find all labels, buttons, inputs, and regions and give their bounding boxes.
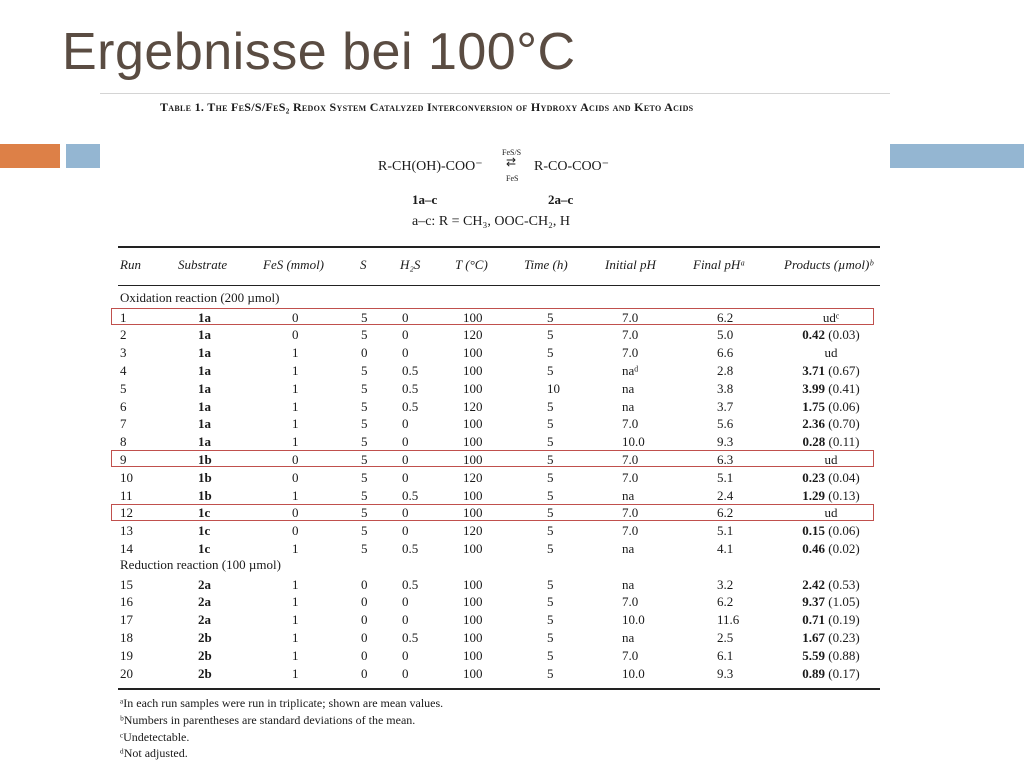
product-value: ud bbox=[824, 345, 838, 361]
cell-initial-ph: na bbox=[622, 487, 635, 503]
cell-substrate: 2a bbox=[198, 612, 211, 628]
cell-run: 14 bbox=[120, 540, 133, 556]
cell-products bbox=[783, 611, 879, 629]
cell-temperature: 100 bbox=[463, 309, 483, 325]
cell-substrate: 1c bbox=[198, 540, 211, 556]
cell-h2s: 0 bbox=[402, 345, 409, 361]
cell-h2s: 0 bbox=[402, 416, 409, 432]
cell-initial-ph: naᵈ bbox=[622, 362, 639, 378]
cell-initial-ph: 7.0 bbox=[622, 345, 639, 361]
cell-fes: 1 bbox=[292, 487, 299, 503]
cell-final-ph: 3.7 bbox=[717, 398, 734, 414]
cell-substrate: 1b bbox=[198, 469, 212, 485]
cell-run: 9 bbox=[120, 451, 127, 467]
header-products: Products (µmol)ᵇ bbox=[784, 257, 873, 272]
cell-h2s: 0 bbox=[402, 434, 409, 450]
cell-run: 6 bbox=[120, 398, 127, 414]
scheme-catalyst-bottom: FeS bbox=[506, 174, 519, 183]
product-mean: 0.46 bbox=[802, 540, 826, 556]
cell-initial-ph: 7.0 bbox=[622, 451, 639, 467]
cell-final-ph: 5.1 bbox=[717, 523, 734, 539]
product-mean: 3.71 bbox=[802, 362, 826, 378]
cell-run: 10 bbox=[120, 469, 133, 485]
cell-temperature: 100 bbox=[463, 345, 483, 361]
header-initial-ph: Initial pH bbox=[605, 257, 656, 272]
cell-substrate: 1a bbox=[198, 416, 211, 432]
cell-time: 5 bbox=[547, 434, 554, 450]
header-time: Time (h) bbox=[524, 257, 568, 272]
cell-s: 5 bbox=[361, 327, 368, 343]
cell-final-ph: 6.2 bbox=[717, 594, 734, 610]
product-sd: (0.03) bbox=[825, 327, 860, 343]
cell-s: 5 bbox=[361, 487, 368, 503]
cell-h2s: 0 bbox=[402, 594, 409, 610]
product-mean: 3.99 bbox=[802, 380, 826, 396]
product-sd: (0.02) bbox=[825, 540, 860, 556]
cell-run: 11 bbox=[120, 487, 133, 503]
cell-run: 17 bbox=[120, 612, 133, 628]
cell-products bbox=[783, 415, 879, 433]
cell-s: 5 bbox=[361, 380, 368, 396]
footnote-a: ᵃIn each run samples were run in triplicate; shown are mean values. bbox=[120, 696, 444, 710]
table-row bbox=[0, 398, 1024, 416]
cell-fes: 0 bbox=[292, 505, 299, 521]
cell-initial-ph: na bbox=[622, 576, 635, 592]
cell-run: 8 bbox=[120, 434, 127, 450]
cell-substrate: 1a bbox=[198, 398, 211, 414]
product-sd: (0.04) bbox=[825, 469, 860, 485]
header-run: Run bbox=[120, 257, 141, 272]
table-row bbox=[0, 344, 1024, 362]
product-mean: 1.29 bbox=[802, 487, 826, 503]
product-sd: (0.67) bbox=[825, 362, 860, 378]
table-row bbox=[0, 647, 1024, 665]
cell-time: 5 bbox=[547, 594, 554, 610]
cell-fes: 1 bbox=[292, 612, 299, 628]
cell-time: 5 bbox=[547, 576, 554, 592]
cell-time: 5 bbox=[547, 469, 554, 485]
cell-time: 5 bbox=[547, 523, 554, 539]
cell-initial-ph: na bbox=[622, 380, 635, 396]
cell-fes: 1 bbox=[292, 398, 299, 414]
table-row bbox=[0, 611, 1024, 629]
cell-temperature: 100 bbox=[463, 576, 483, 592]
product-sd: (0.41) bbox=[825, 380, 860, 396]
table-rule-top bbox=[118, 246, 880, 248]
table-row bbox=[0, 326, 1024, 344]
product-sd: (0.06) bbox=[825, 523, 860, 539]
cell-final-ph: 6.1 bbox=[717, 647, 734, 663]
cell-s: 0 bbox=[361, 594, 368, 610]
table-row bbox=[0, 309, 1024, 327]
cell-fes: 1 bbox=[292, 647, 299, 663]
cell-fes: 1 bbox=[292, 434, 299, 450]
cell-s: 5 bbox=[361, 362, 368, 378]
cell-time: 5 bbox=[547, 362, 554, 378]
table-row bbox=[0, 433, 1024, 451]
cell-s: 5 bbox=[361, 523, 368, 539]
cell-temperature: 100 bbox=[463, 451, 483, 467]
cell-products bbox=[783, 344, 879, 362]
cell-substrate: 1a bbox=[198, 309, 211, 325]
cell-final-ph: 6.6 bbox=[717, 345, 734, 361]
cell-h2s: 0 bbox=[402, 612, 409, 628]
cell-fes: 0 bbox=[292, 451, 299, 467]
cell-substrate: 1c bbox=[198, 505, 211, 521]
cell-products bbox=[783, 309, 879, 327]
cell-products bbox=[783, 362, 879, 380]
cell-products bbox=[783, 451, 879, 469]
cell-fes: 1 bbox=[292, 540, 299, 556]
cell-fes: 1 bbox=[292, 362, 299, 378]
header-fes: FeS (mmol) bbox=[263, 257, 325, 272]
table-row bbox=[0, 665, 1024, 683]
cell-run: 4 bbox=[120, 362, 127, 378]
cell-s: 5 bbox=[361, 505, 368, 521]
table-rule-header bbox=[118, 285, 880, 286]
footnote-c: ᶜUndetectable. bbox=[120, 730, 190, 744]
cell-fes: 0 bbox=[292, 327, 299, 343]
table-row bbox=[0, 629, 1024, 647]
product-mean: 0.23 bbox=[802, 469, 826, 485]
product-sd: (0.53) bbox=[825, 576, 860, 592]
accent-bar-blue-left bbox=[66, 144, 100, 168]
cell-temperature: 100 bbox=[463, 362, 483, 378]
cell-time: 5 bbox=[547, 345, 554, 361]
cell-run: 5 bbox=[120, 380, 127, 396]
cell-substrate: 1a bbox=[198, 327, 211, 343]
cell-h2s: 0 bbox=[402, 523, 409, 539]
header-s: S bbox=[360, 257, 367, 272]
product-value: ud bbox=[824, 505, 838, 521]
cell-products bbox=[783, 433, 879, 451]
product-sd: (0.23) bbox=[825, 629, 860, 645]
cell-initial-ph: na bbox=[622, 540, 635, 556]
cell-final-ph: 2.4 bbox=[717, 487, 734, 503]
slide-title: Ergebnisse bei 100°C bbox=[62, 23, 576, 81]
cell-h2s: 0.5 bbox=[402, 540, 419, 556]
cell-fes: 1 bbox=[292, 665, 299, 681]
cell-substrate: 1a bbox=[198, 345, 211, 361]
cell-h2s: 0.5 bbox=[402, 398, 419, 414]
product-sd: (1.05) bbox=[825, 594, 860, 610]
cell-substrate: 1c bbox=[198, 523, 211, 539]
compound-label-keto: 2a–c bbox=[548, 192, 574, 207]
cell-temperature: 120 bbox=[463, 327, 483, 343]
cell-initial-ph: 7.0 bbox=[622, 416, 639, 432]
product-value: udᶜ bbox=[822, 309, 840, 325]
cell-temperature: 100 bbox=[463, 434, 483, 450]
cell-final-ph: 11.6 bbox=[717, 612, 740, 628]
cell-time: 5 bbox=[547, 612, 554, 628]
table-row bbox=[0, 540, 1024, 558]
section-label-oxidation: Oxidation reaction (200 µmol) bbox=[120, 290, 280, 305]
cell-substrate: 1b bbox=[198, 487, 212, 503]
product-sd: (0.88) bbox=[825, 647, 860, 663]
cell-products bbox=[783, 326, 879, 344]
cell-s: 5 bbox=[361, 451, 368, 467]
cell-temperature: 120 bbox=[463, 469, 483, 485]
cell-substrate: 1b bbox=[198, 451, 212, 467]
table-row bbox=[0, 362, 1024, 380]
cell-final-ph: 9.3 bbox=[717, 434, 734, 450]
cell-s: 5 bbox=[361, 540, 368, 556]
cell-fes: 0 bbox=[292, 469, 299, 485]
cell-time: 5 bbox=[547, 451, 554, 467]
table-row bbox=[0, 469, 1024, 487]
cell-fes: 1 bbox=[292, 380, 299, 396]
cell-h2s: 0 bbox=[402, 451, 409, 467]
cell-time: 5 bbox=[547, 487, 554, 503]
cell-temperature: 100 bbox=[463, 612, 483, 628]
cell-temperature: 100 bbox=[463, 647, 483, 663]
cell-run: 1 bbox=[120, 309, 127, 325]
cell-fes: 0 bbox=[292, 523, 299, 539]
cell-final-ph: 5.6 bbox=[717, 416, 734, 432]
cell-initial-ph: 7.0 bbox=[622, 594, 639, 610]
cell-time: 5 bbox=[547, 540, 554, 556]
cell-products bbox=[783, 487, 879, 505]
cell-initial-ph: 7.0 bbox=[622, 523, 639, 539]
cell-time: 5 bbox=[547, 629, 554, 645]
cell-initial-ph: na bbox=[622, 398, 635, 414]
product-mean: 1.75 bbox=[802, 398, 826, 414]
cell-run: 3 bbox=[120, 345, 127, 361]
cell-run: 13 bbox=[120, 523, 133, 539]
footnote-d: ᵈNot adjusted. bbox=[120, 746, 188, 760]
product-mean: 0.71 bbox=[802, 612, 826, 628]
cell-fes: 1 bbox=[292, 345, 299, 361]
cell-initial-ph: 7.0 bbox=[622, 309, 639, 325]
cell-fes: 1 bbox=[292, 416, 299, 432]
header-substrate: Substrate bbox=[178, 257, 228, 272]
cell-h2s: 0 bbox=[402, 309, 409, 325]
cell-initial-ph: 7.0 bbox=[622, 327, 639, 343]
cell-run: 18 bbox=[120, 629, 133, 645]
product-mean: 9.37 bbox=[802, 594, 826, 610]
cell-initial-ph: 10.0 bbox=[622, 612, 645, 628]
cell-substrate: 1a bbox=[198, 362, 211, 378]
cell-h2s: 0 bbox=[402, 469, 409, 485]
table-row bbox=[0, 576, 1024, 594]
product-mean: 0.42 bbox=[802, 327, 826, 343]
table-row bbox=[0, 380, 1024, 398]
cell-s: 5 bbox=[361, 398, 368, 414]
cell-time: 5 bbox=[547, 416, 554, 432]
accent-bar-blue-right bbox=[890, 144, 1024, 168]
table-row bbox=[0, 504, 1024, 522]
cell-fes: 1 bbox=[292, 576, 299, 592]
cell-initial-ph: 10.0 bbox=[622, 434, 645, 450]
cell-s: 5 bbox=[361, 469, 368, 485]
cell-h2s: 0 bbox=[402, 327, 409, 343]
cell-products bbox=[783, 469, 879, 487]
cell-final-ph: 9.3 bbox=[717, 665, 734, 681]
substituent-definition: a–c: R = CH₃, OOC-CH₂, H bbox=[412, 214, 571, 229]
cell-temperature: 100 bbox=[463, 505, 483, 521]
cell-time: 5 bbox=[547, 665, 554, 681]
cell-final-ph: 6.2 bbox=[717, 505, 734, 521]
cell-final-ph: 3.2 bbox=[717, 576, 734, 592]
cell-h2s: 0.5 bbox=[402, 362, 419, 378]
table-caption: Table 1. The FeS/S/FeS₂ Redox System Catalyzed Interconversion of Hydroxy Acids and Keto Acids bbox=[160, 100, 694, 114]
cell-fes: 1 bbox=[292, 594, 299, 610]
cell-products bbox=[783, 504, 879, 522]
cell-h2s: 0 bbox=[402, 665, 409, 681]
cell-run: 19 bbox=[120, 647, 133, 663]
cell-products bbox=[783, 398, 879, 416]
header-final-ph: Final pHᵃ bbox=[693, 257, 746, 272]
cell-run: 20 bbox=[120, 665, 133, 681]
equilibrium-arrows-icon: ⇄ bbox=[506, 155, 517, 169]
product-sd: (0.19) bbox=[825, 612, 860, 628]
cell-initial-ph: 7.0 bbox=[622, 647, 639, 663]
cell-temperature: 100 bbox=[463, 416, 483, 432]
cell-products bbox=[783, 629, 879, 647]
cell-temperature: 100 bbox=[463, 540, 483, 556]
header-temperature: T (°C) bbox=[455, 257, 488, 272]
cell-substrate: 2b bbox=[198, 665, 212, 681]
cell-final-ph: 6.2 bbox=[717, 309, 734, 325]
product-sd: (0.13) bbox=[825, 487, 860, 503]
cell-s: 5 bbox=[361, 309, 368, 325]
cell-h2s: 0 bbox=[402, 647, 409, 663]
cell-products bbox=[783, 522, 879, 540]
cell-temperature: 100 bbox=[463, 629, 483, 645]
scheme-reactant: R-CH(OH)-COO⁻ bbox=[378, 159, 483, 174]
cell-s: 0 bbox=[361, 665, 368, 681]
cell-s: 5 bbox=[361, 416, 368, 432]
cell-h2s: 0.5 bbox=[402, 576, 419, 592]
cell-temperature: 100 bbox=[463, 380, 483, 396]
cell-final-ph: 5.1 bbox=[717, 469, 734, 485]
product-value: ud bbox=[824, 451, 838, 467]
cell-time: 5 bbox=[547, 505, 554, 521]
header-h2s: H₂S bbox=[400, 257, 421, 272]
cell-s: 0 bbox=[361, 612, 368, 628]
cell-s: 5 bbox=[361, 434, 368, 450]
product-mean: 0.89 bbox=[802, 665, 826, 681]
product-sd: (0.11) bbox=[825, 434, 860, 450]
cell-s: 0 bbox=[361, 345, 368, 361]
cell-products bbox=[783, 593, 879, 611]
scheme-product: R-CO-COO⁻ bbox=[534, 159, 610, 174]
cell-fes: 0 bbox=[292, 309, 299, 325]
cell-products bbox=[783, 647, 879, 665]
cell-s: 0 bbox=[361, 576, 368, 592]
compound-label-hydroxy: 1a–c bbox=[412, 192, 438, 207]
cell-final-ph: 4.1 bbox=[717, 540, 734, 556]
cell-time: 10 bbox=[547, 380, 560, 396]
cell-h2s: 0 bbox=[402, 505, 409, 521]
cell-products bbox=[783, 380, 879, 398]
accent-bar-orange bbox=[0, 144, 60, 168]
cell-initial-ph: 10.0 bbox=[622, 665, 645, 681]
cell-h2s: 0.5 bbox=[402, 629, 419, 645]
cell-time: 5 bbox=[547, 398, 554, 414]
cell-h2s: 0.5 bbox=[402, 487, 419, 503]
cell-products bbox=[783, 665, 879, 683]
product-mean: 0.15 bbox=[802, 523, 826, 539]
cell-temperature: 120 bbox=[463, 523, 483, 539]
cell-s: 0 bbox=[361, 629, 368, 645]
cell-run: 7 bbox=[120, 416, 127, 432]
product-sd: (0.17) bbox=[825, 665, 860, 681]
cell-initial-ph: 7.0 bbox=[622, 469, 639, 485]
cell-substrate: 2a bbox=[198, 594, 211, 610]
footnote-b: ᵇNumbers in parentheses are standard deviations of the mean. bbox=[120, 713, 416, 727]
cell-substrate: 1a bbox=[198, 380, 211, 396]
cell-final-ph: 3.8 bbox=[717, 380, 734, 396]
cell-run: 12 bbox=[120, 505, 133, 521]
table-row bbox=[0, 522, 1024, 540]
product-mean: 1.67 bbox=[802, 629, 826, 645]
cell-products bbox=[783, 540, 879, 558]
cell-final-ph: 5.0 bbox=[717, 327, 734, 343]
cell-final-ph: 6.3 bbox=[717, 451, 734, 467]
table-row bbox=[0, 487, 1024, 505]
cell-temperature: 100 bbox=[463, 487, 483, 503]
cell-substrate: 1a bbox=[198, 434, 211, 450]
product-mean: 5.59 bbox=[802, 647, 826, 663]
table-row bbox=[0, 593, 1024, 611]
cell-h2s: 0.5 bbox=[402, 380, 419, 396]
cell-run: 15 bbox=[120, 576, 133, 592]
cell-time: 5 bbox=[547, 647, 554, 663]
cell-initial-ph: 7.0 bbox=[622, 505, 639, 521]
product-sd: (0.06) bbox=[825, 398, 860, 414]
cell-final-ph: 2.8 bbox=[717, 362, 734, 378]
product-sd: (0.70) bbox=[825, 416, 860, 432]
table-rule-bottom bbox=[118, 688, 880, 690]
cell-temperature: 100 bbox=[463, 594, 483, 610]
cell-s: 0 bbox=[361, 647, 368, 663]
cell-temperature: 100 bbox=[463, 665, 483, 681]
cell-initial-ph: na bbox=[622, 629, 635, 645]
cell-substrate: 2a bbox=[198, 576, 211, 592]
cell-temperature: 120 bbox=[463, 398, 483, 414]
table-row bbox=[0, 451, 1024, 469]
product-mean: 0.28 bbox=[802, 434, 826, 450]
cell-substrate: 2b bbox=[198, 647, 212, 663]
cell-substrate: 2b bbox=[198, 629, 212, 645]
cell-run: 16 bbox=[120, 594, 133, 610]
title-divider bbox=[100, 93, 890, 94]
table-row bbox=[0, 415, 1024, 433]
cell-final-ph: 2.5 bbox=[717, 629, 734, 645]
section-label-reduction: Reduction reaction (100 µmol) bbox=[120, 557, 281, 572]
cell-products bbox=[783, 576, 879, 594]
product-mean: 2.36 bbox=[802, 416, 826, 432]
cell-time: 5 bbox=[547, 327, 554, 343]
product-mean: 2.42 bbox=[802, 576, 826, 592]
cell-time: 5 bbox=[547, 309, 554, 325]
scheme-catalyst-top: FeS/S bbox=[502, 148, 522, 157]
cell-run: 2 bbox=[120, 327, 127, 343]
cell-fes: 1 bbox=[292, 629, 299, 645]
